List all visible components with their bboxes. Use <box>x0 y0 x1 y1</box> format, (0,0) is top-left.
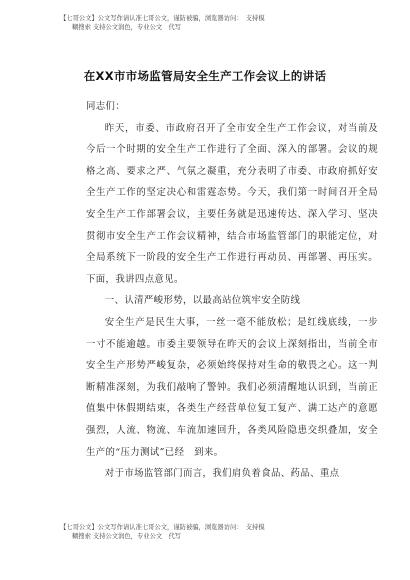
paragraph-market-supervision: 对于市场监管部门而言，我们肩负着食品、药品、重点 <box>104 468 340 480</box>
greeting: 同志们： <box>86 101 126 112</box>
paragraph-safety: 安全生产是民生大事，一丝一毫不能放松；是红线底线，一步一寸不能逾越。市委主要领导在昨天的会议上深刻指出，当前全市安全生产形势严峻复杂，必须始终保持对生命的敬畏之心。这一判断精准深刻，为我们敲响了警钟。我们必须清醒地认识到，当前正值集中休假期结束，各类生产经营单位复工复产、满工达产的意愿强烈，人流、物流、车流加速回升，各类风险隐患交织叠加，安全生产的“压力测试”已经 到来。 <box>86 316 378 458</box>
paragraph-opening: 昨天，市委、市政府召开了全市安全生产工作会议，对当前及今后一个时期的安全生产工作进行了全面、深入的部署。会议的规格之高、要求之严、气氛之凝重，充分表明了市委、市政府抓好安全生产工作的坚定决心和雷霆态势。今天，我们第一时间召开全局安全生产工作部署会议，主要任务就是迅速传达、深入学习、坚决贯彻市安全生产工作会议精神，结合市场监管部门的职能定位，对全局系统下一阶段的安全生产工作进行再动员、再部署、再压实。下面，我讲四点意见。 <box>86 122 378 285</box>
document-body <box>86 96 378 485</box>
header-banner-line2: 糊搜索 支持公文润色，专业公文 代写 <box>72 24 182 31</box>
footer-banner-line2: 糊搜索 支持公文润色，专业公文 代写 <box>72 533 182 540</box>
header-banner-line1: 【七哥公文】公文写作请认准七哥公文，谨防被骗，浏览器访问： 支持模 <box>60 15 265 22</box>
footer-banner-line1: 【七哥公文】公文写作请认准七哥公文，谨防被骗，浏览器访问： 支持模 <box>60 524 265 531</box>
footer-banner <box>60 523 360 541</box>
document-title: 在XX市市场监管局安全生产工作会议上的讲话 <box>83 69 327 83</box>
section-heading-1: 一、认清严峻形势，以最高站位筑牢安全防线 <box>104 295 301 307</box>
header-banner <box>60 14 360 32</box>
